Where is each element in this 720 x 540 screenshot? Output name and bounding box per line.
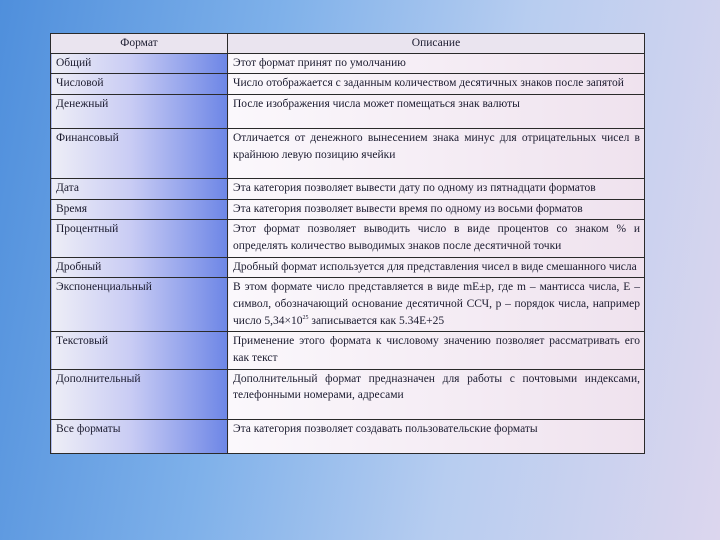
table-row xyxy=(51,419,645,453)
description-cell: Этот формат позволяет выводить число в виде процентов со знаком % и определять количество выводимых знаков после десятичной точки xyxy=(228,220,645,257)
table-row xyxy=(51,220,645,257)
exponent: 25 xyxy=(302,314,309,321)
description-cell xyxy=(228,278,645,332)
table-header-row xyxy=(51,34,645,54)
description-cell: Применение этого формата к числовому значению позволяет рассматривать его как текст xyxy=(228,332,645,369)
header-format: Формат xyxy=(51,34,228,54)
format-cell: Процентный xyxy=(51,220,228,257)
format-cell: Финансовый xyxy=(51,129,228,179)
header-description: Описание xyxy=(228,34,645,54)
description-cell: Эта категория позволяет вывести дату по одному из пятнадцати форматов xyxy=(228,179,645,200)
description-cell: После изображения числа может помещаться знак валюты xyxy=(228,95,645,129)
table-row xyxy=(51,257,645,278)
table-row xyxy=(51,332,645,369)
table-row xyxy=(51,179,645,200)
format-cell: Денежный xyxy=(51,95,228,129)
description-text: В этом формате число представляется в виде mE±p, где m – мантисса числа, E – символ, обозначающий основание десятичной ССЧ, p – порядок числа, например число 5,34×10 xyxy=(233,281,640,327)
description-cell: Отличается от денежного вынесением знака минус для отрицательных чисел в крайнюю левую позицию ячейки xyxy=(228,129,645,179)
description-text-end: записывается как 5.34E+25 xyxy=(308,314,445,327)
table-row xyxy=(51,199,645,220)
format-cell: Дополнительный xyxy=(51,369,228,419)
format-cell: Все форматы xyxy=(51,419,228,453)
table-row xyxy=(51,53,645,74)
format-cell: Время xyxy=(51,199,228,220)
description-cell: Эта категория позволяет создавать пользовательские форматы xyxy=(228,419,645,453)
description-cell: Число отображается с заданным количеством десятичных знаков после запятой xyxy=(228,74,645,95)
formats-table xyxy=(50,33,645,454)
description-cell: Эта категория позволяет вывести время по одному из восьми форматов xyxy=(228,199,645,220)
description-cell: Этот формат принят по умолчанию xyxy=(228,53,645,74)
format-cell: Текстовый xyxy=(51,332,228,369)
description-cell: Дробный формат используется для представления чисел в виде смешанного числа xyxy=(228,257,645,278)
table-row xyxy=(51,95,645,129)
table-row xyxy=(51,74,645,95)
table-row xyxy=(51,129,645,179)
table-row xyxy=(51,278,645,332)
format-cell: Числовой xyxy=(51,74,228,95)
format-cell: Общий xyxy=(51,53,228,74)
format-cell: Дробный xyxy=(51,257,228,278)
format-cell: Дата xyxy=(51,179,228,200)
description-cell: Дополнительный формат предназначен для работы с почтовыми индексами, телефонными номерами, адресами xyxy=(228,369,645,419)
table-row xyxy=(51,369,645,419)
format-cell: Экспоненциальный xyxy=(51,278,228,332)
